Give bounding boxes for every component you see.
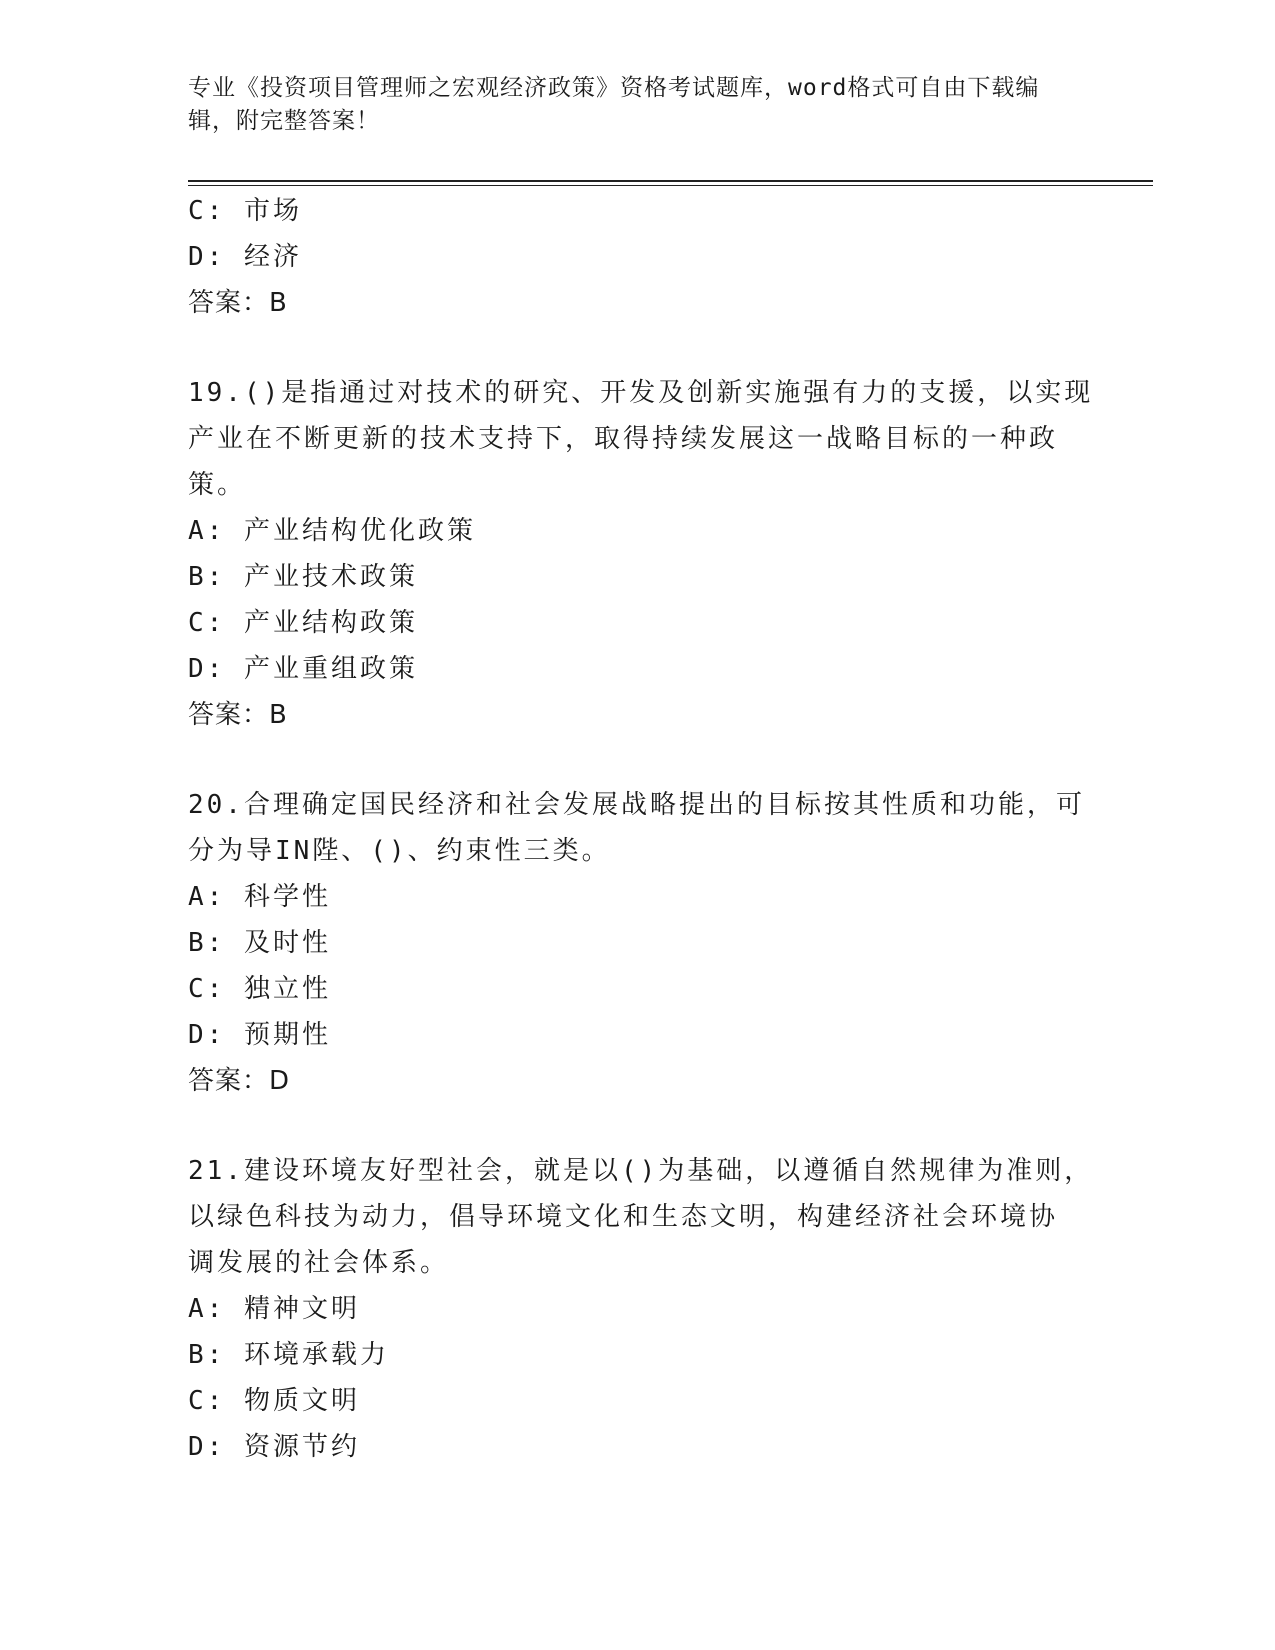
- option-text: 产业重组政策: [243, 654, 418, 684]
- question-18-continuation: [188, 188, 1088, 326]
- question-text-line: 20.合理确定国民经济和社会发展战略提出的目标按其性质和功能，可: [188, 790, 1085, 820]
- question-text-line: 以绿色科技为动力，倡导环境文化和生态文明，构建经济社会环境协: [188, 1202, 1059, 1232]
- option-letter: C:: [188, 608, 226, 638]
- question-text-line: 19.()是指通过对技术的研究、开发及创新实施强有力的支援，以实现: [188, 378, 1094, 408]
- option-text: 及时性: [243, 928, 331, 958]
- option-letter: C:: [188, 974, 226, 1004]
- option-letter: B:: [188, 928, 226, 958]
- option-text: 产业结构优化政策: [243, 516, 476, 546]
- option-letter: D:: [188, 1020, 226, 1050]
- option-d: [188, 1424, 1088, 1470]
- option-letter: D:: [188, 242, 226, 272]
- header-line-1: 专业《投资项目管理师之宏观经济政策》资格考试题库，word格式可自由下载编: [188, 75, 1040, 101]
- option-letter: B:: [188, 562, 226, 592]
- option-a: [188, 1286, 1088, 1332]
- answer-line: 答案：B: [188, 288, 288, 318]
- question-text-line: 调发展的社会体系。: [188, 1248, 450, 1278]
- option-text: 环境承载力: [243, 1340, 389, 1370]
- option-letter: A:: [188, 882, 226, 912]
- page-header: [188, 72, 1088, 138]
- option-letter: A:: [188, 516, 226, 546]
- question-19: [188, 370, 1094, 738]
- option-text: 科学性: [243, 882, 331, 912]
- option-text: 物质文明: [243, 1386, 360, 1416]
- header-rule-thick: [188, 180, 1153, 182]
- option-d: [188, 1012, 1088, 1058]
- option-letter: A:: [188, 1294, 226, 1324]
- option-b: [188, 920, 1088, 966]
- question-list: [188, 188, 1094, 1470]
- option-text: 精神文明: [243, 1294, 360, 1324]
- option-b: [188, 1332, 1088, 1378]
- option-letter: D:: [188, 1432, 226, 1462]
- option-text: 产业技术政策: [243, 562, 418, 592]
- option-c: [188, 188, 1088, 234]
- question-text-line: 21.建设环境友好型社会，就是以()为基础，以遵循自然规律为准则，: [188, 1156, 1094, 1186]
- question-text-line: 策。: [188, 470, 247, 500]
- option-a: [188, 508, 1088, 554]
- question-text-line: 分为导IN陛、()、约束性三类。: [188, 836, 611, 866]
- option-text: 预期性: [243, 1020, 331, 1050]
- option-text: 市场: [243, 196, 302, 226]
- spacer: [188, 1104, 1088, 1148]
- header-line-2: 辑，附完整答案！: [188, 108, 380, 134]
- spacer: [188, 738, 1088, 782]
- option-letter: C:: [188, 196, 226, 226]
- header-rule-thin: [188, 185, 1153, 186]
- option-c: [188, 600, 1088, 646]
- option-text: 产业结构政策: [243, 608, 418, 638]
- option-c: [188, 1378, 1088, 1424]
- answer-line: 答案：D: [188, 1066, 291, 1096]
- question-text-line: 产业在不断更新的技术支持下，取得持续发展这一战略目标的一种政: [188, 424, 1059, 454]
- option-a: [188, 874, 1088, 920]
- spacer: [188, 326, 1088, 370]
- answer-line: 答案：B: [188, 700, 288, 730]
- question-21: [188, 1148, 1094, 1470]
- option-b: [188, 554, 1088, 600]
- option-letter: B:: [188, 1340, 226, 1370]
- option-text: 独立性: [243, 974, 331, 1004]
- option-text: 经济: [243, 242, 302, 272]
- question-20: [188, 782, 1088, 1104]
- option-letter: C:: [188, 1386, 226, 1416]
- option-d: [188, 234, 1088, 280]
- option-letter: D:: [188, 654, 226, 684]
- option-c: [188, 966, 1088, 1012]
- option-d: [188, 646, 1088, 692]
- option-text: 资源节约: [243, 1432, 360, 1462]
